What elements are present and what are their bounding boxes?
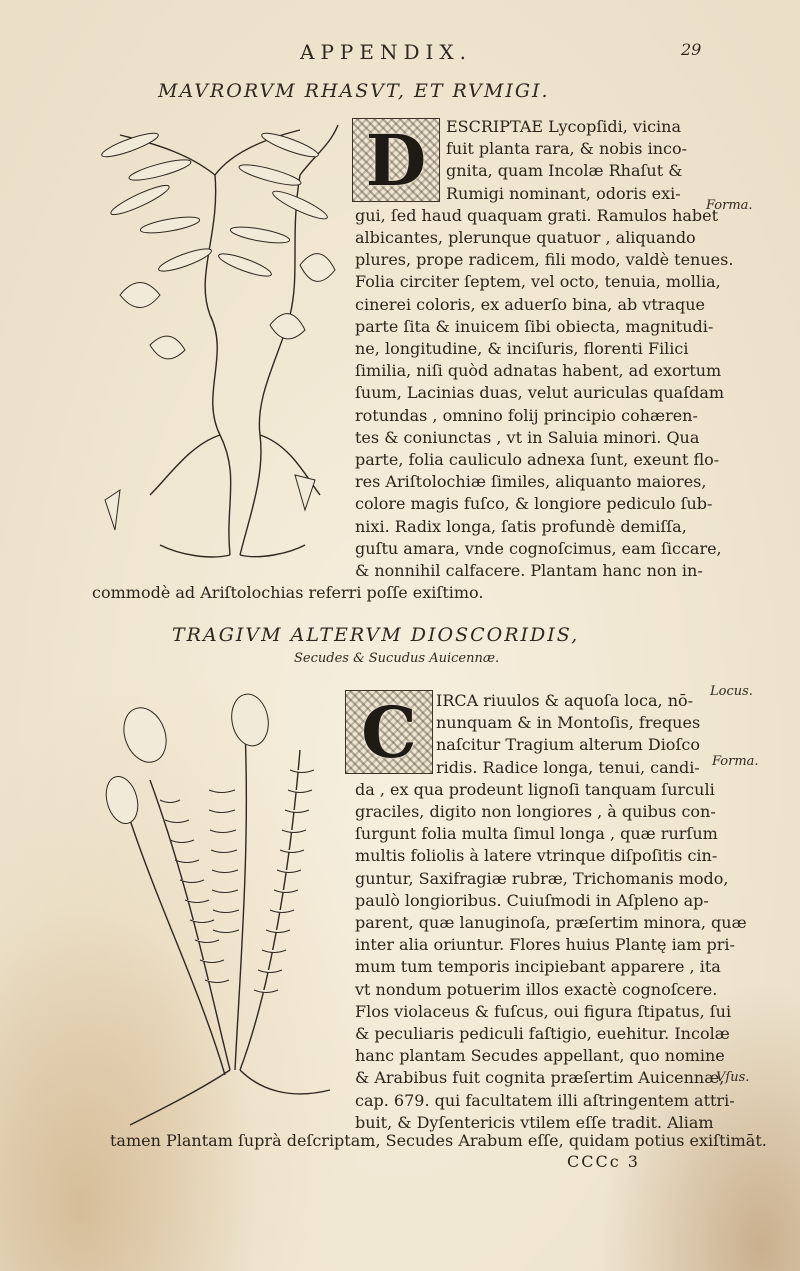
margin-note-locus: Locus. [710,684,753,699]
text-line: albicantes, plerunque quatuor , aliquando [355,228,696,247]
text-line: tamen Plantam ſuprà deſcriptam, Secudes Arabum eſſe, quidam potius exiſtimāt. [110,1131,767,1150]
text-line: graciles, digito non longiores , à quibus con- [355,802,716,821]
text-line: gui, ſed haud quaquam grati. Ramulos habet [355,205,719,225]
tragium-plant-illustration [100,690,350,1130]
text-line: hanc plantam Secudes appellant, quo nomine [355,1046,725,1066]
text-line: ESCRIPTAE Lycopſidi, vicina [446,117,681,136]
text-line: ne, longitudine, & inciſuris, florenti Filici [355,339,689,359]
rhasut-plant-illustration [90,115,340,565]
section-2-last-line [110,1130,767,1152]
text-line: & Arabibus fuit cognita præſertim Auicennæ, [355,1068,725,1088]
text-line: cap. 679. qui facultatem illi aſtringentem attri- [355,1090,735,1110]
text-line: mum tum temporis incipiebant apparere , ita [355,957,721,977]
page-number: 29 [681,40,702,59]
margin-note-usus: Vſus. [716,1070,750,1085]
text-line: parte, folia cauliculo adnexa ſunt, exeunt flo- [355,450,720,470]
drop-cap-d [352,118,440,202]
drop-cap-letter: C [361,690,417,774]
text-line: ſuum, Lacinias duas, velut auriculas quaſdam [355,383,725,403]
section-1-title: MAVRORVM RHASVT, ET RVMIGI. [158,80,550,102]
section-1-body-top [446,116,704,205]
text-line: nunquam & in Montoſis, freques [436,713,701,733]
text-line: naſcitur Tragium alterum Dioſco [436,735,700,755]
text-line: & peculiaris pediculi faſtigio, euehitur. Incolæ [355,1024,730,1044]
text-line: plures, prope radicem, fili modo, valdè tenues. [355,250,734,270]
margin-note-forma-2: Forma. [712,754,759,769]
section-1-last-line [92,582,712,604]
text-line: parent, quæ lanuginoſa, præſertim minora, quæ [355,913,747,933]
text-line: vt nondum potuerim illos exactè cognoſcere. [355,979,718,999]
drop-cap-letter: D [365,118,427,202]
text-line: rotundas , omnino folij principio cohæren- [355,405,698,425]
text-line: res Ariſtolochiæ ſimiles, aliquanto maiores, [355,472,707,492]
text-line: commodè ad Ariſtolochias referri poſſe exiſtimo. [92,583,484,602]
text-line: ſimilia, niſi quòd adnatas habent, ad exortum [355,361,722,381]
text-line: parte ſita & inuicem ſibi obiecta, magnitudi- [355,316,714,336]
text-line: colore magis fuſco, & longiore pediculo ſub- [355,494,713,514]
section-2-title: TRAGIVM ALTERVM DIOSCORIDIS, [172,624,580,646]
text-line: gnita, quam Incolæ Rhaſut & [446,161,683,181]
section-1-body [355,205,734,582]
running-head: APPENDIX. [300,40,472,64]
text-line: nixi. Radix longa, ſatis profundè demiſſa, [355,516,687,536]
section-2-subtitle: Secudes & Sucudus Auicennæ. [294,651,500,666]
drop-cap-c [345,690,433,774]
text-line: Flos violaceus & fuſcus, oui figura ſtipatus, ſui [355,1001,732,1021]
text-line: guntur, Saxifragiæ rubræ, Trichomanis modo, [355,868,729,888]
text-line: fuit planta rara, & nobis inco- [446,139,688,159]
text-line: Rumigi nominant, odoris exi- [446,183,681,203]
text-line: multis foliolis à latere vtrinque diſpoſitis cin- [355,846,718,866]
text-line: ridis. Radice longa, tenui, candi- [436,757,700,777]
text-line: ſurgunt folia multa ſimul longa , quæ rurſum [355,824,718,844]
margin-note-forma-1: Forma. [706,198,753,213]
text-line: Folia circiter ſeptem, vel octo, tenuia, mollia, [355,272,721,292]
text-line: cinerei coloris, ex aduerſo bina, ab vtraque [355,294,705,314]
section-2-body-top [436,690,704,779]
text-line: & nonnihil calfacere. Plantam hanc non in- [355,561,703,581]
text-line: buit, & Dyſentericis vtilem eſſe tradit. Aliam [355,1112,714,1132]
text-line: IRCA riuulos & aquoſa loca, nō- [436,691,694,710]
text-line: da , ex qua prodeunt lignoſi tanquam ſurculi [355,779,715,799]
text-line: inter alia oriuntur. Flores huius Plantę iam pri- [355,935,735,955]
text-line: guſtu amara, vnde cognoſcimus, eam ſiccare, [355,538,722,558]
text-line: tes & coniunctas , vt in Saluia minori. Qua [355,427,700,447]
signature-mark: CCCc 3 [567,1152,640,1171]
text-line: paulò longioribus. Cuiuſmodi in Aſpleno ap- [355,890,709,910]
